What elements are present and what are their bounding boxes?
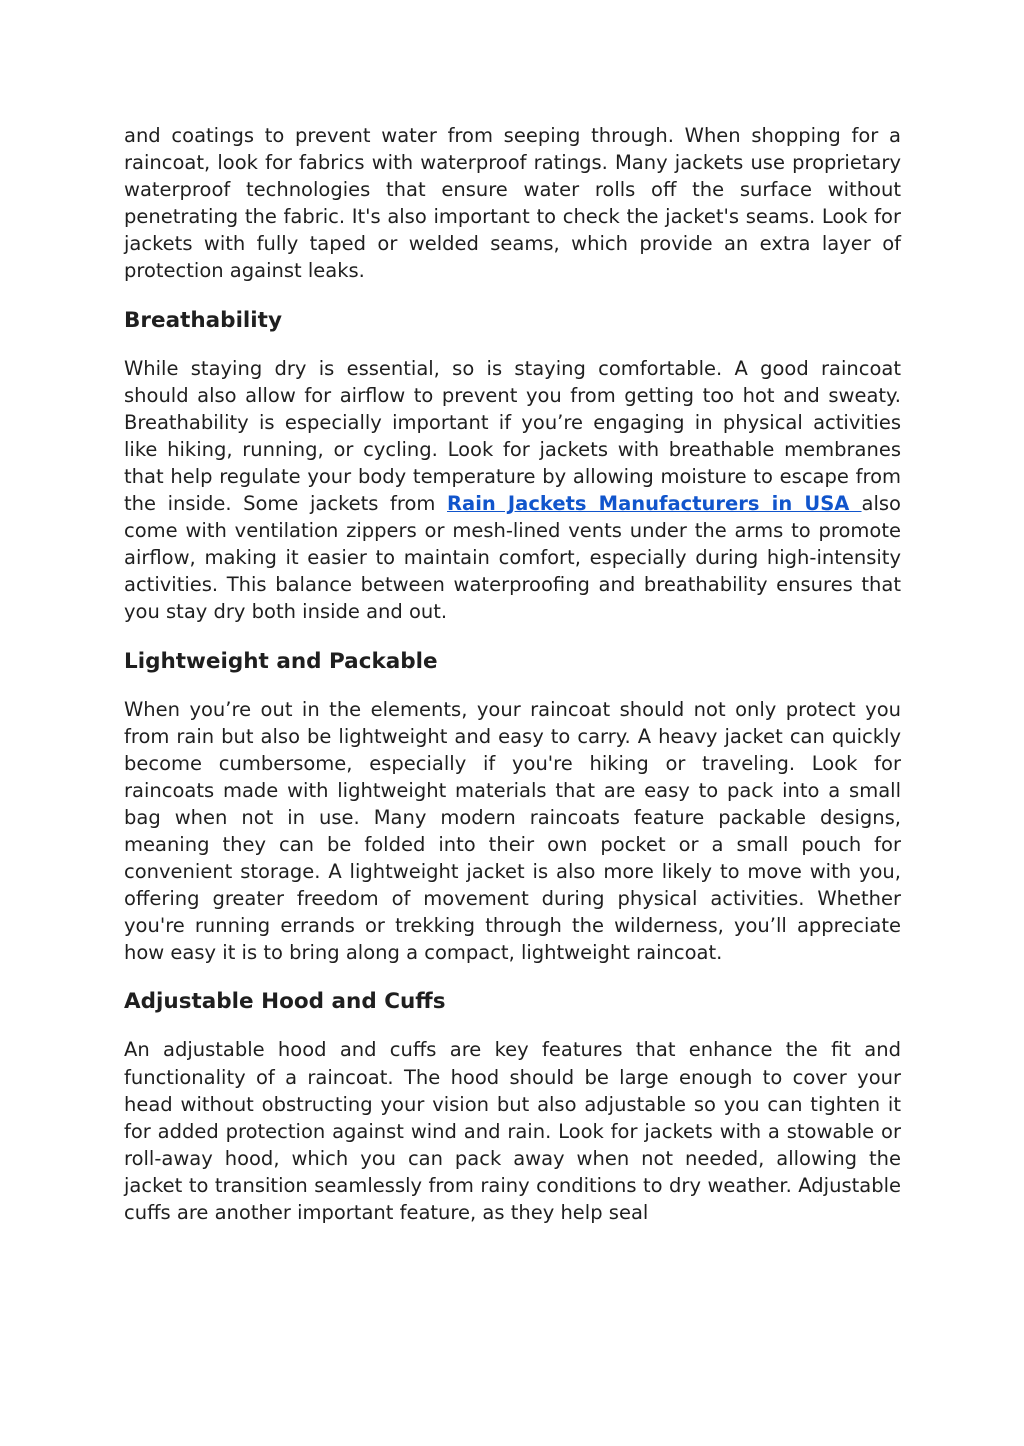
rain-jackets-manufacturers-link[interactable]: Rain Jackets Manufacturers in USA — [447, 492, 862, 516]
document-page — [124, 122, 901, 1226]
intro-paragraph: and coatings to prevent water from seeping through. When shopping for a raincoat, look for fabrics with waterproof ratings. Many jackets use proprietary waterproof technologies that ensure water rolls off the surface without penetrating the fabric. It's also important to check the jacket's seams. Look for jackets with fully taped or welded seams, which provide an extra layer of protection against leaks. — [124, 124, 901, 283]
breathability-text-after-link: also come with ventilation zippers or mesh-lined vents under the arms to promote airflow, making it easier to maintain comfort, especially during high-intensity activities. This balance between waterproofing and breathability ensures that you stay dry both inside and out. — [124, 492, 901, 624]
adjustable-heading: Adjustable Hood and Cuffs — [124, 989, 446, 1015]
adjustable-paragraph: An adjustable hood and cuffs are key features that enhance the fit and functionality of a raincoat. The hood should be large enough to cover your head without obstructing your vision but also adjustable so you can tighten it for added protection against wind and rain. Look for jackets with a stowable or roll-away hood, which you can pack away when not needed, allowing the jacket to transition seamlessly from rainy conditions to dry weather. Adjustable cuffs are another important feature, as they help seal — [124, 1038, 901, 1224]
breathability-heading: Breathability — [124, 307, 282, 333]
breathability-paragraph — [124, 355, 901, 626]
breathability-text-before-link: While staying dry is essential, so is staying comfortable. A good raincoat should also allow for airflow to prevent you from getting too hot and sweaty. Breathability is especially important if you’re engaging in physical activities like hiking, running, or cycling. Look for jackets with breathable membranes that help regulate your body temperature by allowing moisture to escape from the inside. Some jackets from — [124, 356, 901, 516]
lightweight-paragraph: When you’re out in the elements, your raincoat should not only protect you from rain but also be lightweight and easy to carry. A heavy jacket can quickly become cumbersome, especially if you're hiking or traveling. Look for raincoats made with lightweight materials that are easy to pack into a small bag when not in use. Many modern raincoats feature packable designs, meaning they can be folded into their own pocket or a small pouch for convenient storage. A lightweight jacket is also more likely to move with you, offering greater freedom of movement during physical activities. Whether you're running errands or trekking through the wilderness, you’ll appreciate how easy it is to bring along a compact, lightweight raincoat. — [124, 697, 901, 965]
lightweight-heading: Lightweight and Packable — [124, 648, 438, 674]
